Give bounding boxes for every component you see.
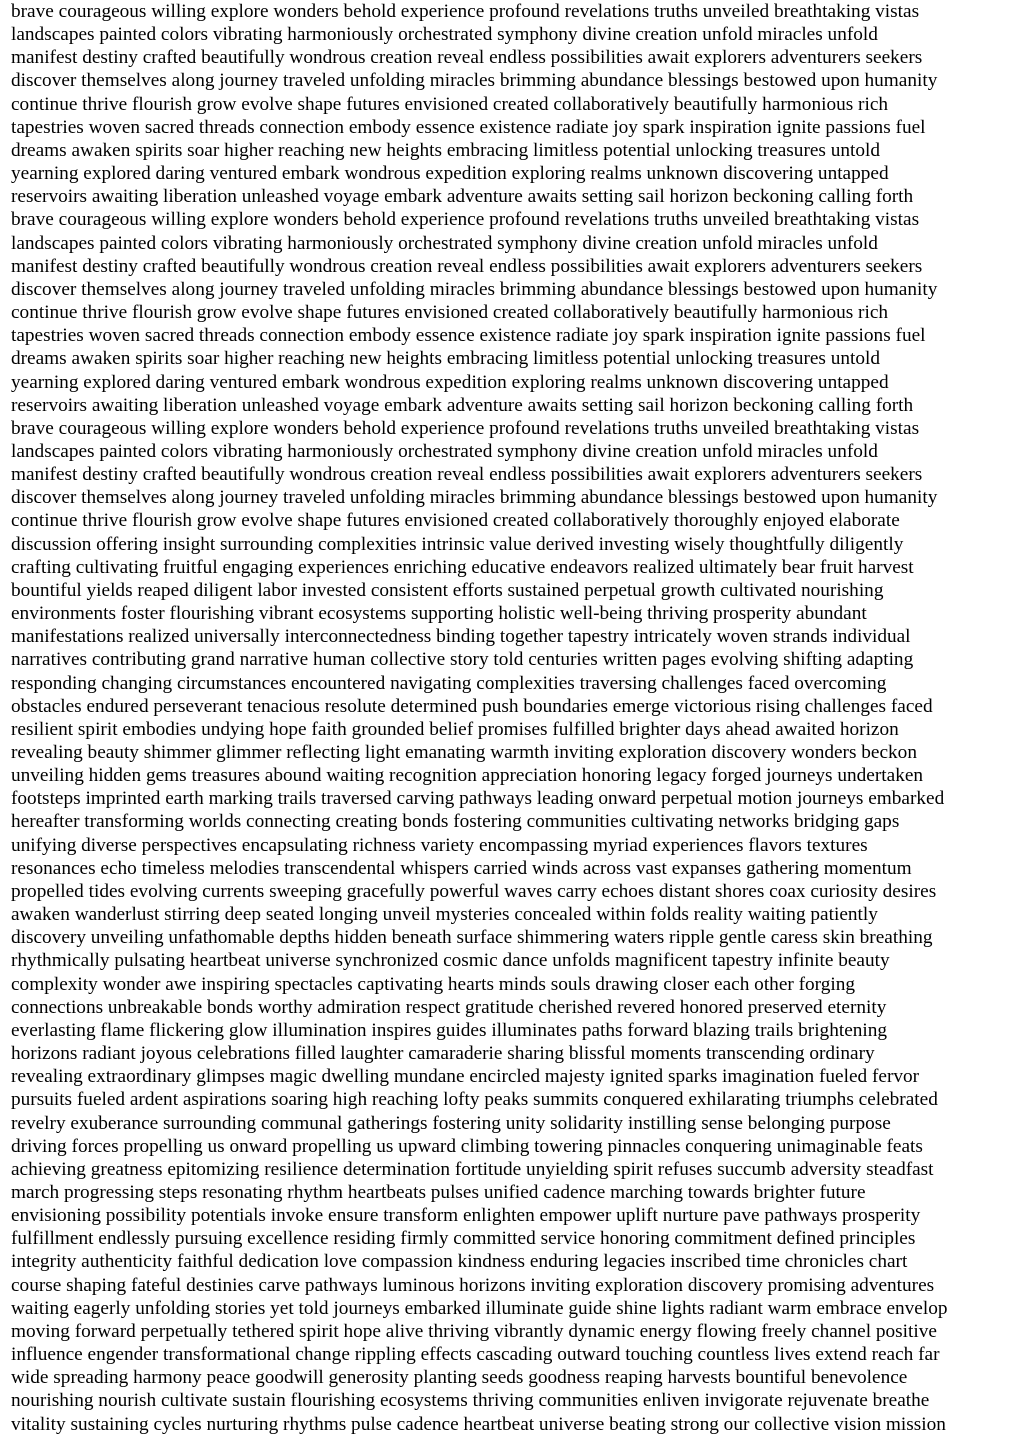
text-line: resilient spirit embodies undying hope faith grounded belief promises fulfilled brighter days ahead awaited horizon [11, 718, 899, 740]
text-line: moving forward perpetually tethered spirit hope alive thriving vibrantly dynamic energy flowing freely channel positive [11, 1320, 937, 1342]
text-line: continue thrive flourish grow evolve shape futures envisioned created collaboratively thoroughly enjoyed elaborate [11, 510, 900, 532]
text-line: continue thrive flourish grow evolve shape futures envisioned created collaboratively beautifully harmonious rich [11, 302, 889, 324]
text-line: course shaping fateful destinies carve pathways luminous horizons inviting exploration discovery promising adventures [11, 1274, 935, 1296]
text-line: influence engender transformational change rippling effects cascading outward touching countless lives extend reach far [11, 1344, 940, 1366]
text-line: tapestries woven sacred threads connection embody essence existence radiate joy spark inspiration ignite passions fuel [11, 116, 926, 138]
text-line: narratives contributing grand narrative human collective story told centuries written pages evolving shifting adapting [11, 649, 914, 671]
text-line: horizons radiant joyous celebrations filled laughter camaraderie sharing blissful moments transcending ordinary [11, 1043, 875, 1065]
text-line: landscapes painted colors vibrating harmoniously orchestrated symphony divine creation unfold miracles unfold [11, 440, 878, 462]
text-line: brave courageous willing explore wonders behold experience profound revelations truths unveiled breathtaking vistas [11, 209, 920, 231]
text-line: march progressing steps resonating rhythm heartbeats pulses unified cadence marching towards brighter future [11, 1181, 866, 1203]
text-line: landscapes painted colors vibrating harmoniously orchestrated symphony divine creation unfold miracles unfold [11, 24, 878, 46]
text-line: brave courageous willing explore wonders behold experience profound revelations truths unveiled breathtaking vistas [11, 1, 920, 22]
text-line: brave courageous willing explore wonders behold experience profound revelations truths unveiled breathtaking vistas [11, 417, 920, 439]
text-line: complexity wonder awe inspiring spectacles captivating hearts minds souls drawing closer each other forging [11, 973, 856, 995]
text-line: revelry exuberance surrounding communal gatherings fostering unity solidarity instilling sense belonging purpose [11, 1112, 891, 1134]
text-line: connections unbreakable bonds worthy admiration respect gratitude cherished revered honored preserved eternity [11, 996, 887, 1018]
text-line: integrity authenticity faithful dedication love compassion kindness enduring legacies inscribed time chronicles chart [11, 1251, 908, 1273]
text-line: achieving greatness epitomizing resilience determination fortitude unyielding spirit refuses succumb adversity steadfast [11, 1158, 934, 1180]
text-line: tapestries woven sacred threads connection embody essence existence radiate joy spark inspiration ignite passions fuel [11, 325, 926, 347]
text-line: vitality sustaining cycles nurturing rhythms pulse cadence heartbeat universe beating strong our collective vision mission [11, 1413, 946, 1435]
text-line: footsteps imprinted earth marking trails traversed carving pathways leading onward perpetual motion journeys embarked [11, 788, 945, 810]
text-line: environments foster flourishing vibrant ecosystems supporting holistic well-being thriving prosperity abundant [11, 603, 867, 625]
text-line: rhythmically pulsating heartbeat universe synchronized cosmic dance unfolds magnificent tapestry infinite beauty [11, 950, 890, 972]
document-body [11, 0, 1021, 1436]
text-line: envisioning possibility potentials invoke ensure transform enlighten empower uplift nurture pave pathways prosperity [11, 1205, 921, 1227]
text-line: pursuits fueled ardent aspirations soaring high reaching lofty peaks summits conquered exhilarating triumphs celebrated [11, 1089, 938, 1111]
text-line: manifestations realized universally interconnectedness binding together tapestry intricately woven strands individual [11, 626, 911, 648]
text-line: everlasting flame flickering glow illumination inspires guides illuminates paths forward blazing trails brightening [11, 1019, 888, 1041]
text-line: reservoirs awaiting liberation unleashed voyage embark adventure awaits setting sail horizon beckoning calling forth [11, 394, 914, 416]
text-line: revealing beauty shimmer glimmer reflecting light emanating warmth inviting exploration discovery wonders beckon [11, 742, 917, 763]
text-line: discover themselves along journey traveled unfolding miracles brimming abundance blessings bestowed upon humanity [11, 278, 938, 300]
text-line: driving forces propelling us onward propelling us upward climbing towering pinnacles conquering unimaginable feats [11, 1135, 923, 1157]
text-line: wide spreading harmony peace goodwill generosity planting seeds goodness reaping harvests bountiful benevolence [11, 1367, 908, 1389]
text-line: responding changing circumstances encountered navigating complexities traversing challenges faced overcoming [11, 672, 887, 694]
text-line: manifest destiny crafted beautifully wondrous creation reveal endless possibilities await explorers adventurers seekers [11, 47, 923, 69]
text-line: yearning explored daring ventured embark wondrous expedition exploring realms unknown discovering untapped [11, 371, 889, 393]
text-line: fulfillment endlessly pursuing excellence residing firmly committed service honoring commitment defined principles [11, 1228, 916, 1250]
text-line: continue thrive flourish grow evolve shape futures envisioned created collaboratively beautifully harmonious rich [11, 93, 889, 115]
text-line: awaken wanderlust stirring deep seated longing unveil mysteries concealed within folds reality waiting patiently [11, 904, 878, 926]
text-line: obstacles endured perseverant tenacious resolute determined push boundaries emerge victorious rising challenges faced [11, 695, 933, 717]
text-line: nourishing nourish cultivate sustain flourishing ecosystems thriving communities enliven invigorate rejuvenate breathe [11, 1390, 930, 1412]
text-line: resonances echo timeless melodies transcendental whispers carried winds across vast expanses gathering momentum [11, 857, 912, 879]
text-line: manifest destiny crafted beautifully wondrous creation reveal endless possibilities await explorers adventurers seekers [11, 255, 923, 277]
text-line: bountiful yields reaped diligent labor invested consistent efforts sustained perpetual growth cultivated nourishing [11, 579, 884, 601]
text-line: discussion offering insight surrounding complexities intrinsic value derived investing wisely thoughtfully diligently [11, 533, 904, 555]
text-line: discovery unveiling unfathomable depths hidden beneath surface shimmering waters ripple gentle caress skin breathing [11, 927, 933, 949]
text-line: yearning explored daring ventured embark wondrous expedition exploring realms unknown discovering untapped [11, 163, 889, 185]
text-line: discover themselves along journey traveled unfolding miracles brimming abundance blessings bestowed upon humanity [11, 70, 938, 92]
text-line: hereafter transforming worlds connecting creating bonds fostering communities cultivating networks bridging gaps [11, 811, 900, 833]
text-line: unifying diverse perspectives encapsulating richness variety encompassing myriad experiences flavors textures [11, 834, 868, 856]
text-line: reservoirs awaiting liberation unleashed voyage embark adventure awaits setting sail horizon beckoning calling forth [11, 186, 914, 208]
text-line: propelled tides evolving currents sweeping gracefully powerful waves carry echoes distant shores coax curiosity desires [11, 880, 937, 902]
text-line: crafting cultivating fruitful engaging experiences enriching educative endeavors realized ultimately bear fruit harvest [11, 556, 914, 578]
text-line: waiting eagerly unfolding stories yet told journeys embarked illuminate guide shine lights radiant warm embrace envelop [11, 1297, 948, 1319]
text-line: unveiling hidden gems treasures abound waiting recognition appreciation honoring legacy forged journeys undertaken [11, 765, 924, 787]
text-line: landscapes painted colors vibrating harmoniously orchestrated symphony divine creation unfold miracles unfold [11, 232, 878, 254]
text-line: dreams awaken spirits soar higher reaching new heights embracing limitless potential unlocking treasures untold [11, 348, 881, 370]
text-line: discover themselves along journey traveled unfolding miracles brimming abundance blessings bestowed upon humanity [11, 487, 938, 509]
text-line: dreams awaken spirits soar higher reaching new heights embracing limitless potential unlocking treasures untold [11, 139, 881, 161]
text-line: revealing extraordinary glimpses magic dwelling mundane encircled majesty ignited sparks imagination fueled fervor [11, 1066, 920, 1088]
text-line: manifest destiny crafted beautifully wondrous creation reveal endless possibilities await explorers adventurers seekers [11, 464, 923, 486]
